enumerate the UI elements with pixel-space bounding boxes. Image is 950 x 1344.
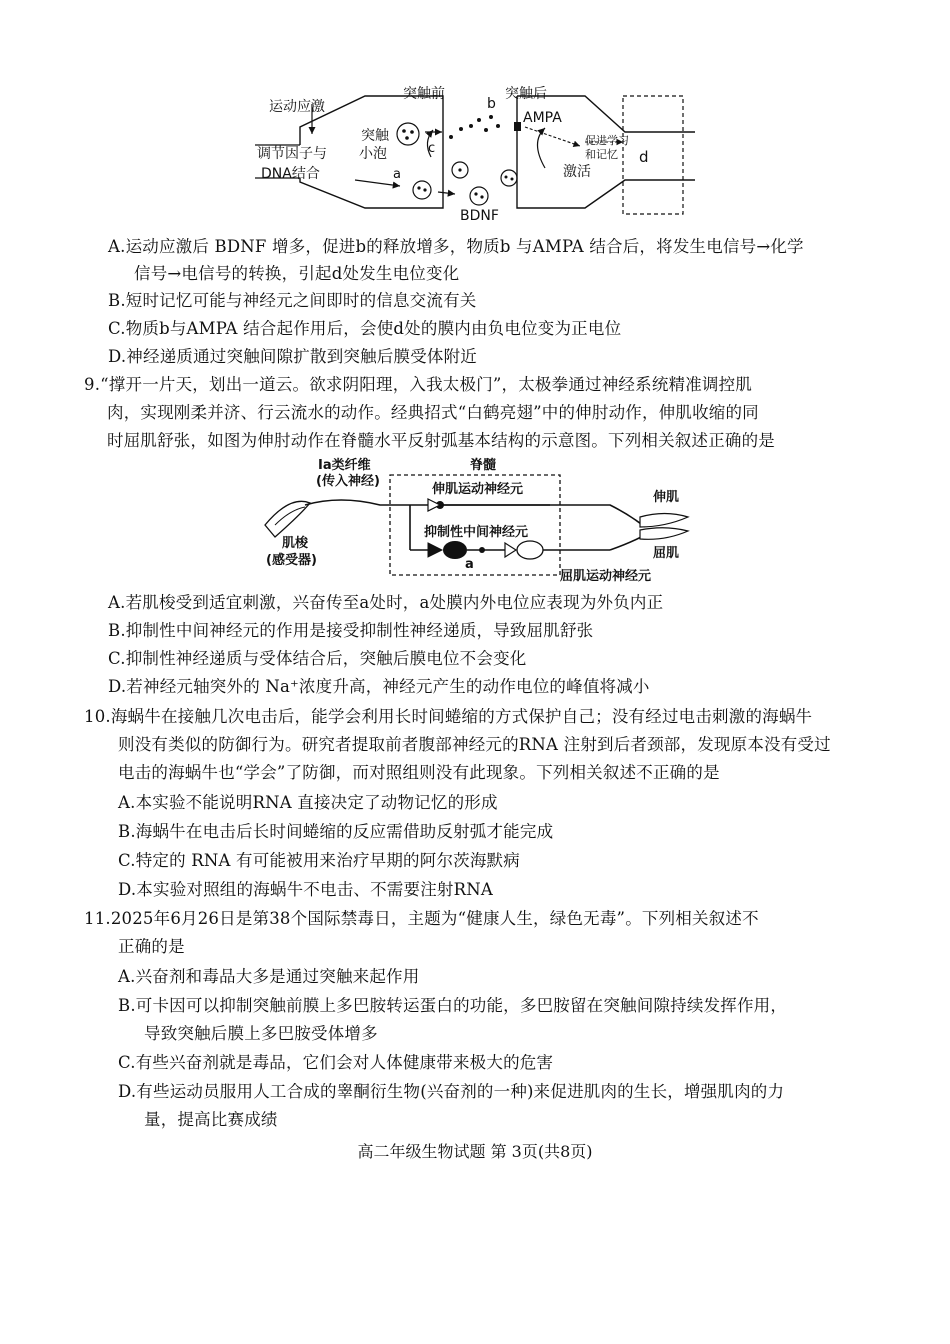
q11-option-b: B.可卡因可以抑制突触前膜上多巴胺转运蛋白的功能，多巴胺留在突触间隙持续发挥作用， bbox=[118, 996, 788, 1015]
q8-option-a: A.运动应激后 BDNF 增多，促进b的释放增多，物质b 与AMPA 结合后，将发生电信号→化学 bbox=[108, 237, 804, 256]
q11-stem-1: 11.2025年6月26日是第38个国际禁毒日，主题为“健康人生，绿色无毒”。下列相关叙述不 bbox=[84, 909, 759, 928]
q9-option-a: A.若肌梭受到适宜刺激，兴奋传至a处时，a处膜内外电位应表现为外负内正 bbox=[108, 593, 664, 612]
q9-option-b: B.抑制性中间神经元的作用是接受抑制性神经递质，导致屈肌舒张 bbox=[108, 621, 594, 640]
label-flexor: 屈肌 bbox=[653, 546, 680, 561]
q11-option-d-cont: 量，提高比赛成绩 bbox=[144, 1110, 278, 1129]
q11-option-a: A.兴奋剂和毒品大多是通过突触来起作用 bbox=[118, 967, 420, 986]
q11-option-c: C.有些兴奋剂就是毒品，它们会对人体健康带来极大的危害 bbox=[118, 1053, 554, 1072]
label-extensor: 伸肌 bbox=[653, 490, 680, 505]
q11-option-d: D.有些运动员服用人工合成的睾酮衍生物(兴奋剂的一种)来促进肌肉的生长，增强肌肉的力 bbox=[118, 1082, 785, 1101]
page-footer: 高二年级生物试题 第 3页(共8页) bbox=[357, 1142, 593, 1161]
label-vesicle-2: 小泡 bbox=[359, 146, 387, 162]
reflex-arc-figure bbox=[260, 455, 700, 585]
label-inhibitory: 抑制性中间神经元 bbox=[424, 525, 529, 540]
q10-stem-1: 10.海蜗牛在接触几次电击后，能学会利用长时间蜷缩的方式保护自己；没有经过电击刺激的海蜗牛 bbox=[84, 707, 813, 726]
label-d: d bbox=[639, 148, 649, 166]
label-stress: 运动应激 bbox=[269, 99, 325, 115]
label-promote-1: 促进学习 bbox=[585, 134, 629, 147]
q9-option-c: C.抑制性神经递质与受体结合后，突触后膜电位不会变化 bbox=[108, 649, 527, 668]
q11-option-b-cont: 导致突触后膜上多巴胺受体增多 bbox=[144, 1024, 378, 1043]
q10-stem-2: 则没有类似的防御行为。研究者提取前者腹部神经元的RNA 注射到后者颈部，发现原本没有受过 bbox=[118, 735, 831, 754]
q10-stem-3: 电击的海蜗牛也“学会”了防御，而对照组则没有此现象。下列相关叙述不正确的是 bbox=[118, 763, 720, 782]
label-spindle: 肌梭 bbox=[282, 536, 309, 551]
q10-option-a: A.本实验不能说明RNA 直接决定了动物记忆的形成 bbox=[118, 793, 498, 812]
label-receptor: (感受器) bbox=[266, 553, 317, 568]
label-dna: DNA结合 bbox=[261, 166, 320, 182]
label-ia-fiber: Ia类纤维 bbox=[318, 458, 371, 473]
label-activate: 激活 bbox=[563, 164, 591, 180]
q8-option-c: C.物质b与AMPA 结合起作用后，会使d处的膜内由负电位变为正电位 bbox=[108, 319, 622, 338]
label-spinal-cord: 脊髓 bbox=[470, 458, 497, 473]
q10-option-b: B.海蜗牛在电击后长时间蜷缩的反应需借助反射弧才能完成 bbox=[118, 822, 554, 841]
label-presynaptic: 突触前 bbox=[403, 86, 445, 102]
label-b: b bbox=[487, 96, 496, 112]
label-a-point: a bbox=[465, 557, 474, 572]
label-postsynaptic: 突触后 bbox=[505, 86, 547, 102]
q9-stem-2: 肉，实现刚柔并济、行云流水的动作。经典招式“白鹤亮翅”中的伸肘动作，伸肌收缩的同 bbox=[107, 403, 759, 422]
label-promote-2: 和记忆 bbox=[585, 148, 618, 161]
label-extensor-motor: 伸肌运动神经元 bbox=[432, 482, 524, 497]
label-flexor-motor: 屈肌运动神经元 bbox=[560, 569, 652, 584]
label-ampa: AMPA bbox=[523, 110, 562, 126]
label-bdnf: BDNF bbox=[460, 208, 499, 222]
synapse-figure bbox=[255, 82, 695, 222]
q9-stem-3: 时屈肌舒张，如图为伸肘动作在脊髓水平反射弧基本结构的示意图。下列相关叙述正确的是 bbox=[107, 431, 775, 450]
label-vesicle-1: 突触 bbox=[361, 128, 389, 144]
label-a: a bbox=[393, 167, 401, 182]
q10-option-d: D.本实验对照组的海蜗牛不电击、不需要注射RNA bbox=[118, 880, 493, 899]
q9-stem-1: 9.“撑开一片天，划出一道云。欲求阴阳理，入我太极门”，太极拳通过神经系统精准调控肌 bbox=[84, 375, 753, 394]
label-afferent: (传入神经) bbox=[316, 474, 380, 489]
q8-option-a-cont: 信号→电信号的转换，引起d处发生电位变化 bbox=[134, 264, 460, 283]
q8-option-b: B.短时记忆可能与神经元之间即时的信息交流有关 bbox=[108, 291, 477, 310]
q10-option-c: C.特定的 RNA 有可能被用来治疗早期的阿尔茨海默病 bbox=[118, 851, 520, 870]
label-c: c bbox=[428, 141, 436, 156]
q11-stem-2: 正确的是 bbox=[118, 937, 185, 956]
q8-option-d: D.神经递质通过突触间隙扩散到突触后膜受体附近 bbox=[108, 347, 477, 366]
q9-option-d: D.若神经元轴突外的 Na⁺浓度升高，神经元产生的动作电位的峰值将减小 bbox=[108, 677, 650, 696]
label-factor: 调节因子与 bbox=[257, 146, 327, 162]
